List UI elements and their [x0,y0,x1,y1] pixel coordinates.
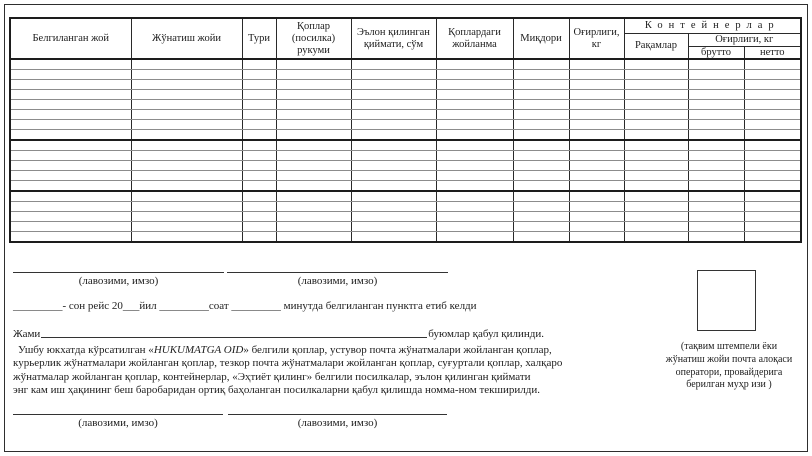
table-cell [513,70,569,80]
column-header-declared-value: Эълон қилинган қиймати, сўм [351,18,436,59]
table-cell [513,161,569,171]
table-cell [10,222,131,232]
table-cell [744,59,801,70]
table-cell [744,232,801,243]
table-cell [688,191,744,202]
table-cell [569,222,624,232]
table-row [10,181,801,192]
table-row [10,232,801,243]
column-header-quantity: Миқдори [513,18,569,59]
table-cell [436,181,513,192]
table-cell [744,90,801,100]
table-cell [276,222,351,232]
table-cell [10,181,131,192]
table-cell [242,191,276,202]
table-cell [131,202,242,212]
table-cell [242,110,276,120]
table-row [10,222,801,232]
table-cell [351,110,436,120]
table-cell [131,232,242,243]
stamp-box [697,270,756,331]
stamp-caption-line: берилган муҳр изи ) [686,379,772,391]
table-cell [513,59,569,70]
table-cell [351,202,436,212]
table-cell [131,212,242,222]
table-cell [436,171,513,181]
table-cell [624,80,688,90]
table-cell [569,70,624,80]
table-cell [688,222,744,232]
signature-label: (лавозими, имзо) [297,275,378,287]
table-cell [276,212,351,222]
table-cell [569,120,624,130]
table-cell [131,191,242,202]
table-cell [242,80,276,90]
table-cell [624,120,688,130]
table-cell [131,222,242,232]
table-cell [744,110,801,120]
table-cell [744,80,801,90]
table-cell [688,202,744,212]
table-row [10,100,801,110]
table-cell [276,120,351,130]
freight-table [9,17,802,243]
table-cell [688,140,744,151]
table-body [10,59,801,242]
table-cell [624,90,688,100]
column-header-container-numbers: Рақамлар [624,33,688,59]
table-cell [624,140,688,151]
table-cell [351,212,436,222]
table-cell [242,232,276,243]
signature-block-bottom-left [13,414,223,429]
total-blank-line [41,337,427,338]
table-cell [351,80,436,90]
stamp-caption-line: жўнатиш жойи почта алоқаси [665,353,793,365]
table-cell [10,130,131,141]
table-cell [744,212,801,222]
table-cell [436,140,513,151]
table-cell [513,151,569,161]
table-cell [569,59,624,70]
table-cell [131,140,242,151]
table-cell [436,120,513,130]
table-row [10,110,801,120]
table-cell [351,171,436,181]
table-cell [569,161,624,171]
table-cell [351,161,436,171]
table-cell [351,100,436,110]
table-cell [744,151,801,161]
table-cell [276,202,351,212]
acceptance-line-1 [13,344,573,357]
table-cell [351,140,436,151]
table-cell [276,171,351,181]
table-cell [242,212,276,222]
table-cell [276,232,351,243]
total-prefix: Жами [13,328,41,340]
table-cell [569,130,624,141]
table-cell [351,181,436,192]
table-cell [351,130,436,141]
table-cell [10,161,131,171]
table-cell [436,100,513,110]
table-cell [744,140,801,151]
table-cell [744,202,801,212]
table-cell [688,90,744,100]
table-cell [242,90,276,100]
table-cell [242,161,276,171]
table-header [10,18,801,59]
table-cell [131,161,242,171]
signature-label: (лавозими, имзо) [78,275,159,287]
table-cell [624,151,688,161]
table-cell [513,110,569,120]
table-cell [688,80,744,90]
table-cell [688,161,744,171]
table-cell [513,222,569,232]
table-cell [351,70,436,80]
table-row [10,70,801,80]
table-cell [513,80,569,90]
signature-block-mid-left [13,272,224,287]
table-cell [242,171,276,181]
table-cell [242,70,276,80]
table-row [10,80,801,90]
table-cell [436,70,513,80]
table-cell [513,181,569,192]
table-cell [131,59,242,70]
total-accepted-line [13,328,544,340]
table-cell [744,70,801,80]
table-cell [131,100,242,110]
signature-line [227,272,448,273]
table-cell [436,222,513,232]
table-cell [276,70,351,80]
table-row [10,59,801,70]
table-cell [688,120,744,130]
table-cell [131,70,242,80]
table-cell [351,120,436,130]
table-cell [10,80,131,90]
table-cell [242,130,276,141]
table-cell [351,90,436,100]
total-suffix: буюмлар қабул қилинди. [428,328,544,340]
table-cell [10,232,131,243]
acceptance-line-1-italic: HUKUMATGA OID [153,344,244,356]
table-cell [569,202,624,212]
stamp-caption [648,341,810,392]
table-cell [276,80,351,90]
table-cell [242,100,276,110]
table-cell [436,232,513,243]
table-cell [624,171,688,181]
table-cell [242,59,276,70]
table-cell [688,59,744,70]
table-cell [688,130,744,141]
table-cell [10,90,131,100]
table-cell [131,120,242,130]
table-cell [569,110,624,120]
table-cell [436,80,513,90]
signature-block-bottom-right [228,414,447,429]
table-cell [569,100,624,110]
table-cell [744,120,801,130]
table-cell [276,161,351,171]
column-group-container-weight: Оғирлиги, кг [688,33,801,46]
table-cell [688,70,744,80]
table-cell [10,212,131,222]
table-cell [10,120,131,130]
table-row [10,161,801,171]
table-cell [569,140,624,151]
signature-label: (лавозими, имзо) [78,417,158,429]
signature-line [13,272,224,273]
table-cell [624,181,688,192]
acceptance-line-3: жўнатмалар жойланган қоплар, контейнерлар, «Эҳтиёт қилинг» белгили посилкалар, эълон қилинган қиймати [13,370,531,383]
table-cell [624,59,688,70]
table-cell [744,191,801,202]
table-cell [513,202,569,212]
table-cell [436,151,513,161]
table-cell [242,140,276,151]
table-row [10,202,801,212]
column-header-bag-parcel-number: Қоплар (посилка) рукуми [276,18,351,59]
stamp-caption-line: (тақвим штемпели ёки [680,341,778,352]
table-cell [688,151,744,161]
table-row [10,90,801,100]
table-cell [131,171,242,181]
table-cell [569,232,624,243]
table-cell [624,222,688,232]
table-cell [276,140,351,151]
acceptance-line-1-after: » белгили қоплар, устувор почта жўнатмалари жойланган қоплар, [243,344,552,356]
column-group-containers: Контейнерлар [624,18,801,33]
table-cell [276,90,351,100]
table-cell [569,80,624,90]
table-cell [624,100,688,110]
table-cell [10,191,131,202]
table-row [10,130,801,141]
column-header-type: Тури [242,18,276,59]
table-cell [688,181,744,192]
acceptance-paragraph [13,344,573,398]
table-cell [131,80,242,90]
table-cell [624,191,688,202]
table-cell [513,171,569,181]
table-cell [10,59,131,70]
table-cell [242,151,276,161]
table-cell [569,191,624,202]
table-cell [242,202,276,212]
table-cell [351,59,436,70]
table-cell [131,110,242,120]
table-row [10,212,801,222]
signature-line [228,414,447,415]
table-cell [513,130,569,141]
table-cell [351,191,436,202]
table-cell [436,130,513,141]
table-cell [10,140,131,151]
table-row [10,120,801,130]
signature-block-mid-right [227,272,448,287]
table-cell [242,120,276,130]
column-header-bag-contents: Қоплардаги жойланма [436,18,513,59]
table-cell [569,171,624,181]
table-cell [569,90,624,100]
table-cell [744,161,801,171]
table-cell [351,232,436,243]
table-cell [242,181,276,192]
table-cell [10,110,131,120]
table-cell [436,110,513,120]
table-cell [624,212,688,222]
table-cell [10,171,131,181]
table-cell [688,171,744,181]
table-cell [624,161,688,171]
table-cell [744,171,801,181]
table-row [10,191,801,202]
table-cell [688,232,744,243]
table-cell [513,100,569,110]
table-cell [10,70,131,80]
table-row [10,140,801,151]
table-cell [513,232,569,243]
table-cell [513,140,569,151]
table-cell [10,151,131,161]
table-cell [624,70,688,80]
table-cell [131,151,242,161]
table-cell [131,130,242,141]
table-cell [351,151,436,161]
acceptance-line-2: курьерлик жўнатмалари жойланган қоплар, тезкор почта жўнатмалари жойланган қоплар, суғуртали қоплар, халқаро [13,357,563,370]
table-cell [436,59,513,70]
column-header-weight: Оғирлиги, кг [569,18,624,59]
table-cell [276,110,351,120]
table-cell [624,110,688,120]
table-cell [744,130,801,141]
table-cell [744,100,801,110]
table-cell [276,130,351,141]
table-cell [276,151,351,161]
table-cell [569,151,624,161]
signature-line [13,414,223,415]
table-cell [436,161,513,171]
table-cell [351,222,436,232]
column-header-net: нетто [744,46,801,59]
table-cell [276,191,351,202]
table-cell [131,181,242,192]
table-cell [513,120,569,130]
table-cell [624,202,688,212]
table-row [10,171,801,181]
table-cell [276,181,351,192]
table-cell [513,212,569,222]
table-cell [436,212,513,222]
column-header-destination: Белгиланган жой [10,18,131,59]
table-cell [436,191,513,202]
stamp-caption-line: оператори, провайдерига [675,366,783,378]
table-cell [688,100,744,110]
signature-label: (лавозими, имзо) [297,417,378,429]
table-cell [276,100,351,110]
table-cell [436,90,513,100]
table-cell [513,191,569,202]
table-row [10,151,801,161]
column-header-gross: брутто [688,46,744,59]
column-header-origin: Жўнатиш жойи [131,18,242,59]
table-cell [569,181,624,192]
table-cell [688,110,744,120]
table-cell [10,202,131,212]
table-cell [688,212,744,222]
table-cell [624,232,688,243]
arrival-statement: _________- сон рейс 20___йил _________соат _________ минутда белгиланган пунктга етиб келди [13,300,477,312]
table-cell [624,130,688,141]
table-cell [276,59,351,70]
acceptance-line-1-before: Ушбу юкхатда кўрсатилган « [18,344,154,356]
table-cell [513,90,569,100]
table-cell [744,222,801,232]
table-cell [242,222,276,232]
table-cell [569,212,624,222]
table-cell [436,202,513,212]
table-cell [744,181,801,192]
acceptance-line-4: энг кам иш ҳақининг беш баробаридан ортиқ баҳоланган посилкаларни қабул қилишда номма-ном текширилди. [13,384,540,397]
table-cell [131,90,242,100]
table-cell [10,100,131,110]
